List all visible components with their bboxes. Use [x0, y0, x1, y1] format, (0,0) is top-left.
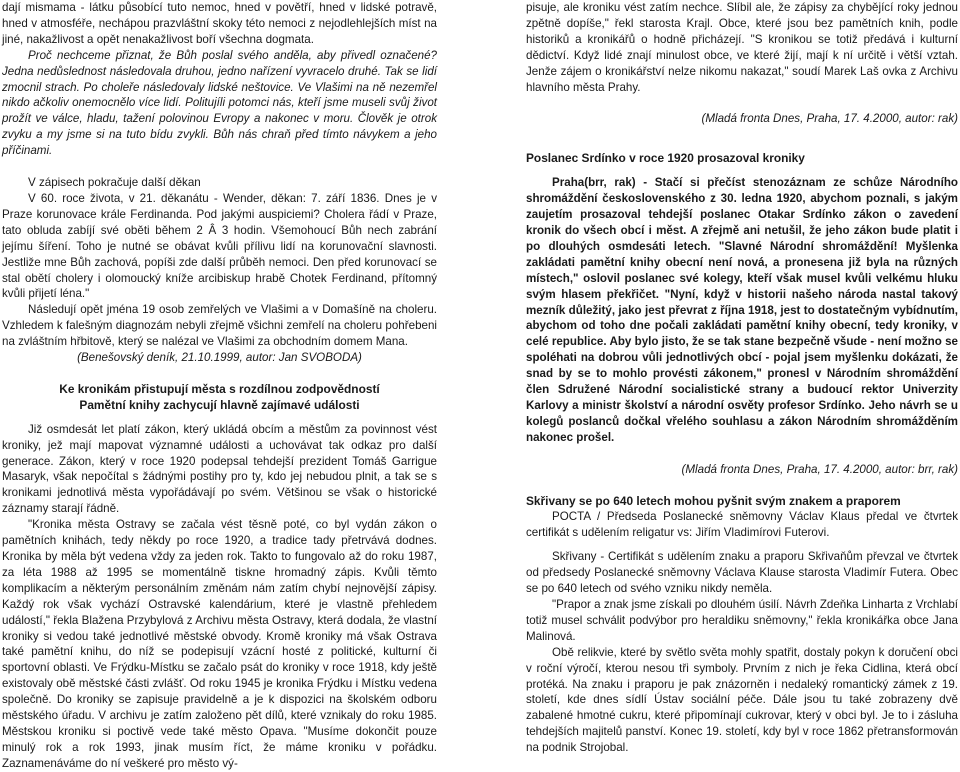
article-srdinko-paragraph: Praha(brr, rak) - Stačí si přečíst stenozáznam ze schůze Národního shromáždění československého z 30. ledna 1920, abychom poznali, s jakým zaujetím prosazoval tehdejší poslanec Otakar Srdínko zákon o zavedení kronik do všech obcí i měst. A zřejmě ani netušil, že jeho zákon bude platit i po dlouhých osmdesáti letech. "Slavné Národní shromáždění! Myšlenka zakládati pamětní knihy obecní není nová, a pronesena již byla na různých místech," oslovil poslanec své kolegy, kteří však musel kvůli velkému hluku svým hlasem překřičet. "Nyní, když v historii našeho národa nastal takový mezník důležitý, jako jest převrat z října 1918, jest to dostatečným vybídnutím, abychom od toho dne počali zakládati pamětní knihy obecní, tedy kroniky, v celé republice. Aby bylo jisto, že se tak stane bezpečně všude - není možno se spoléhati na dobrou vůli jednotlivých obcí - pojal jsem myšlenku dokázati, že snad by se to mohlo provésti zákonem," pronesl v Národním shromáždění člen Sdružené Národní socialistické strany a budoucí rektor Univerzity Karlovy a ministr školství a národní osvěty profesor Srdínko. Jeho návrh se u kolegů poslanců dočkal vřelého souhlasu a zákon Národním shromážděním nakonec prošel. [526, 176, 958, 444]
source-citation: (Mladá fronta Dnes, Praha, 17. 4.2000, autor: rak) [701, 112, 958, 126]
article-headline: Skřivany se po 640 letech mohou pyšnit svým znakem a praporem [526, 493, 901, 508]
article-subheadline: Pamětní knihy zachycují hlavně zajímavé události [79, 397, 360, 412]
article-cholera-paragraph-3: V zápisech pokračuje další děkan [28, 176, 201, 190]
left-column [2, 0, 437, 772]
article-cholera-paragraph-5: Následují opět jména 19 osob zemřelých ve Vlašimi a v Domašíně na choleru. Vzhledem k falešným diagnozám nebyli zřejmě všichni zemřelí na choleru pohřebeni na zvláštním hřbitově, který se nalézal ve Vlašimi za obchodním domem Mana. [2, 303, 437, 349]
article-skrivany-paragraph-1: POCTA / Předseda Poslanecké sněmovny Václav Klaus předal ve čtvrtek certifikát s udělením religatur vs: Jiřím Vladimírovi Futerovi. [526, 510, 958, 540]
article-cholera-paragraph-4: V 60. roce života, v 21. děkanátu - Wender, děkan: 7. září 1836. Dnes je v Praze korunovace krále Ferdinanda. Pod jakými auspiciemi? Cholera řádí v Praze, tato obluda zabíjí své oběti během 2 Â 3 hodin. Všemohoucí Bůh nech zabrání jejímu šíření. Toho je nutné se obávat kvůli přílivu lidí na korunovační slavnosti. Jestliže mne Bůh zachová, popíši zde další průběh nemoci. Den před korunovací se stal obětí cholery i olomoucký kníže arcibiskup hrabě Chotek Ferdinand, přítomný kvůli přijetí léna." [2, 191, 437, 301]
article-cholera-paragraph-1: dají mismama - látku působící tuto nemoc, hned v povětří, hned v lidské potravě, hned v atmosféře, nechápou prazvláštní skoky této nemoci z nejodlehlejších míst na jiné, nakažlivost a opět nenakažlivost boří všechna dogmata. [2, 1, 437, 46]
article-chronicles-paragraph-1: Již osmdesát let platí zákon, který ukládá obcím a městům za povinnost vést kroniky, jež mají mapovat významné události a uchovávat tak odkaz pro další generace. Zákon, který v roce 1920 podepsal tehdejší prezident Tomáš Garrigue Masaryk, však nepočítal s žádnými postihy pro ty, kdo jej nebudou plnit, a tak se s kronikami jednotlivá města vypořádávají po svém. Většinou se však o historické záznamy starají řádně. [2, 422, 437, 516]
article-headline: Poslanec Srdínko v roce 1920 prosazoval kroniky [526, 151, 805, 166]
article-chronicles-paragraph-2: "Kronika města Ostravy se začala vést těsně poté, co byl vydán zákon o pamětních knihách, tedy někdy po roce 1920, a tradice tady přetrvává dodnes. Kronika by měla být vedena vždy za jeden rok. Takto to fungovalo až do roku 1987, za léta 1988 až 1995 se momentálně tiskne hromadný zápis. Kvůli těmto komplikacím a některým personálním změnám nám zatím chybí nejnovější zápisy. Každý rok však vychází Ostravské kalendárium, které je vlastně přehledem událostí," řekla Blažena Przybylová z Archivu města Ostravy, která dodala, že vlastní kroniky si vedou také jednotlivé městské obvody. Kromě kroniky má však Ostrava také pamětní knihu, do níž se podepisují vzácní hosté z politické, kulturní či sportovní oblasti. Ve Frýdku-Místku se začalo psát do kroniky v roce 1918, kdy ještě existovaly obě městské části zvlášť. Od roku 1945 je kronika Frýdku i Místku vedena společně. Do kroniky se zapisuje pravidelně a je k dispozici na školském odboru městského úřadu. V archivu je zatím založeno pět dílů, které vznikaly do roku 1985. Městskou kroniku si poctivě vede také město Opava. "Musíme dokončit pouze minulý rok a rok 1993, jinak musím říct, že máme kroniku v pořádku. Zaznamenáváme do ní veškeré pro město vý- [2, 518, 437, 770]
article-skrivany-paragraph-3: "Prapor a znak jsme získali po dlouhém úsilí. Návrh Zdeňka Linharta z Vrchlabí totiž musel schválit podvýbor pro heraldiku sněmovny," řekla kronikářka obce Jana Malinová. [526, 598, 958, 643]
article-skrivany-paragraph-4: Obě relikvie, které by světlo světa mohly spatřit, dostaly pokyn k doručení obci v roční výročí, kterou nesou tři symboly. Prvním z nich je řeka Cidlina, která obcí protéká. Na znaku i praporu je pak znázorněn i nedaleký romantický zámek z 19. století, kde dnes sídlí Ústav sociální péče. Dále jsou tu také zobrazeny dvě zabalené hmotné cukru, které připomínají cukrovar, který v obci byl. Je to i zásluha tehdejších majitelů panství. Konec 19. století, kdy byl v roce 1862 přetransformován na podnik Strojobal. [526, 645, 958, 755]
source-citation: (Benešovský deník, 21.10.1999, autor: Jan SVOBODA) [77, 351, 362, 365]
article-cholera-paragraph-2: Proč nechceme přiznat, že Bůh poslal svého anděla, aby přivedl označené? Jedna nedůslednost následovala druhou, jedno nařízení vyvracelo druhé. Tak se lidí zmocnil strach. Po choleře následovaly lidské neštovice. Ve Vlašimi na ně nezemřel nikdo ačkoliv onemocnělo více lidí. Politujíli potomci nás, kteří jsme museli svůj život prožít ve válce, hladu, tažení polovinou Evropy a nakonec v moru. Člověk je otrok zvyku a my jsme si na tuto bídu zvykli. Bůh nás chraň před tímto návykem a jeho příčinami. [2, 48, 437, 158]
article-chronicles-continuation: pisuje, ale kroniku vést zatím nechce. Slíbil ale, že zápisy za chybějící roky jednou zpětně dopíše," řekl starosta Krajl. Obce, které jsou bez pamětních knih, podle historiků a kronikářů o hodně přicházejí. "S kronikou se totiž předává i kulturní dědictví. Když lidé znají minulost obce, ve které žijí, mají k ní určitě i větší vztah. Jenže zájem o kronikářství nelze nikomu nakazat," soudí Marek Laš ovka z Archivu hlavního města Prahy. [526, 1, 958, 94]
article-headline: Ke kronikám přistupují města s rozdílnou zodpovědností [59, 381, 380, 396]
right-column [526, 0, 958, 756]
source-citation: (Mladá fronta Dnes, Praha, 17. 4.2000, autor: brr, rak) [681, 462, 958, 476]
article-skrivany-paragraph-2: Skřivany - Certifikát s udělením znaku a praporu Skřivaňům převzal ve čtvrtek od předsedy Poslanecké sněmovny Václava Klause starosta Vladimír Futera. Obec se po 640 letech od svého vzniku nikdy neměla. [526, 550, 958, 596]
